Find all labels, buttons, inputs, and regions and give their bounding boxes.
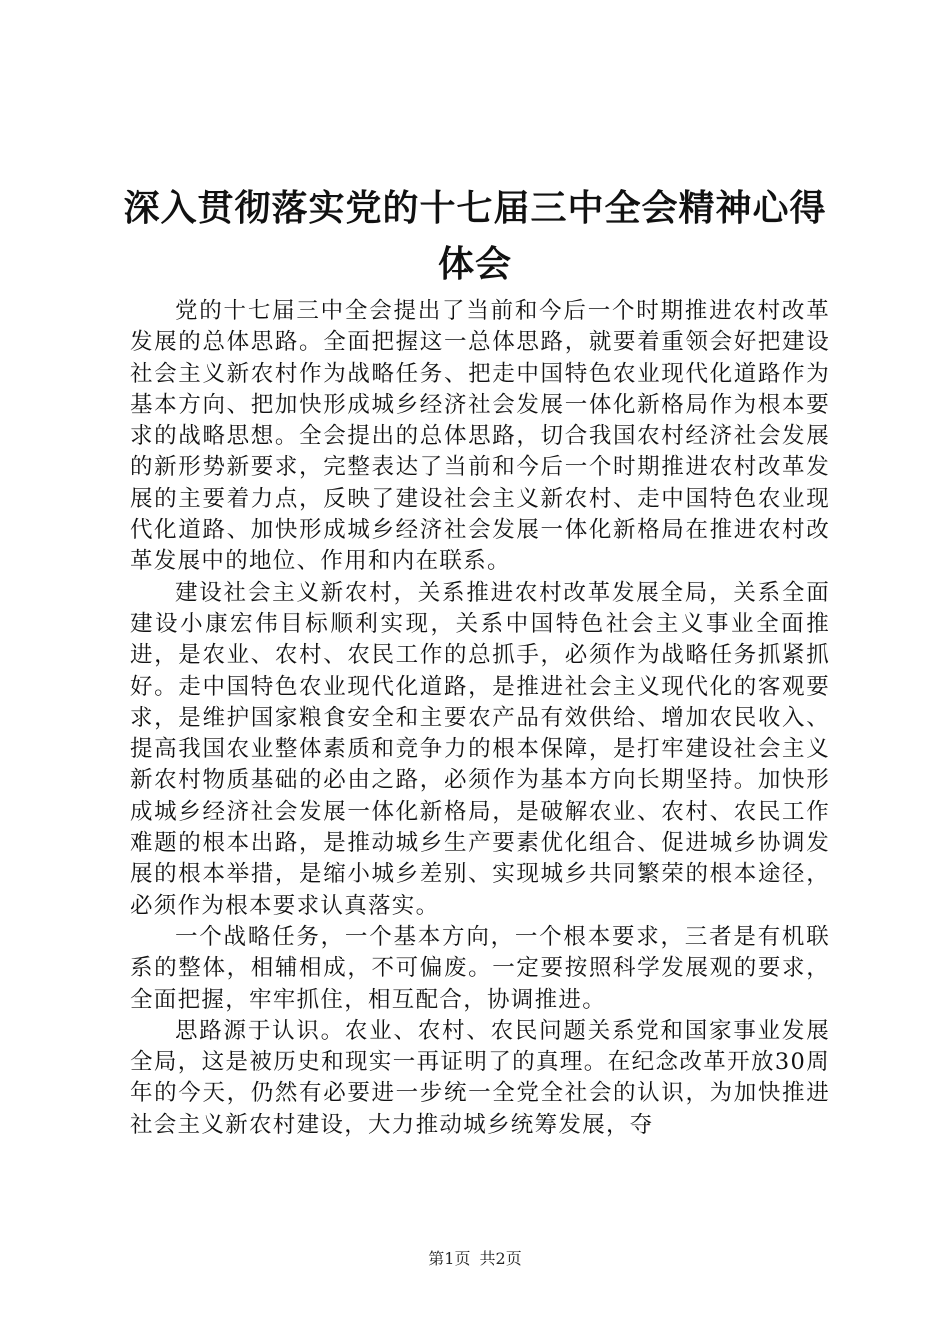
document-title: 深入贯彻落实党的十七届三中全会精神心得体会 [123, 187, 827, 285]
page-number: 第1页 [428, 1249, 471, 1268]
page-total: 共2页 [479, 1249, 522, 1268]
paragraph: 思路源于认识。农业、农村、农民问题关系党和国家事业发展全局，这是被历史和现实一再证明了的真理。在纪念改革开放30周年的今天，仍然有必要进一步统一全党全社会的认识，为加快推进社会主义新农村建设，大力推动城乡统筹发展，夺 [130, 1017, 830, 1138]
paragraph: 一个战略任务，一个基本方向，一个根本要求，三者是有机联系的整体，相辅相成，不可偏废。一定要按照科学发展观的要求，全面把握，牢牢抓住，相互配合，协调推进。 [130, 923, 830, 1013]
document-body [130, 296, 830, 1141]
paragraph: 建设社会主义新农村，关系推进农村改革发展全局，关系全面建设小康宏伟目标顺利实现，关系中国特色社会主义事业全面推进，是农业、农村、农民工作的总抓手，必须作为战略任务抓紧抓好。走中国特色农业现代化道路，是推进社会主义现代化的客观要求，是维护国家粮食安全和主要农产品有效供给、增加农民收入、提高我国农业整体素质和竞争力的根本保障，是打牢建设社会主义新农村物质基础的必由之路，必须作为基本方向长期坚持。加快形成城乡经济社会发展一体化新格局，是破解农业、农村、农民工作难题的根本出路，是推动城乡生产要素优化组合、促进城乡协调发展的根本举措，是缩小城乡差别、实现城乡共同繁荣的根本途径，必须作为根本要求认真落实。 [130, 579, 830, 919]
page-footer [0, 1246, 950, 1269]
paragraph: 党的十七届三中全会提出了当前和今后一个时期推进农村改革发展的总体思路。全面把握这一总体思路，就要着重领会好把建设社会主义新农村作为战略任务、把走中国特色农业现代化道路作为基本方向、把加快形成城乡经济社会发展一体化新格局作为根本要求的战略思想。全会提出的总体思路，切合我国农村经济社会发展的新形势新要求，完整表达了当前和今后一个时期推进农村改革发展的主要着力点，反映了建设社会主义新农村、走中国特色农业现代化道路、加快形成城乡经济社会发展一体化新格局在推进农村改革发展中的地位、作用和内在联系。 [130, 298, 830, 575]
